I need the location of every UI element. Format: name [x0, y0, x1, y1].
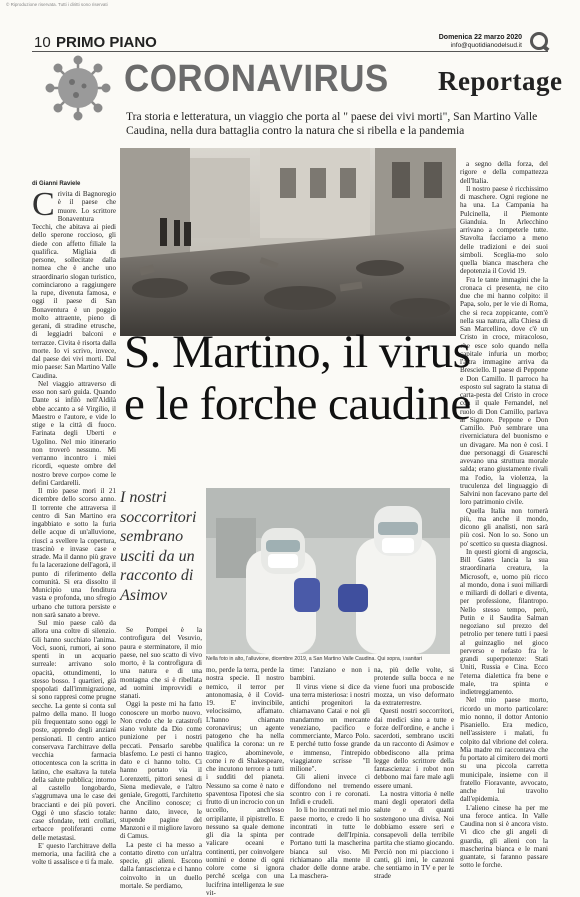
photo-caption: Nella foto in alto, l'alluvione, dicembre 2019, a San Martino Valle Caudina. Qui sopra, i sanitari: [206, 656, 423, 662]
header-meta: [439, 34, 522, 50]
drop-cap: C: [32, 186, 55, 223]
text-column-6: a segno della forza, del rigore e della compattezza dell'Italia. Il nostro paese è ricchissimo di maschere. Ogni regione ne ha una. La Campania ha Pulcinella, il Piemonte Gianduia. In Arlecchino arrivano a competerle tutte. Stavolta facciamo a meno delle tradizioni e dei suoi simboli. Sceglia-mo solo quella bianca maschera che depotenzia il Covid 19. Fra le tante immagini che la cronaca ci presenta, ne cito due che mi hanno colpito: il Papa, solo, per le vie di Roma, che si reca zoppicante, com'è nella sua natura, alla Chiesa di San Marcellino, dove c'è un Cristo in croce, miracoloso, che esce solo quando nella capitale infuria un morbo; l'altra immagine arriva da Bresciello. Il paese di Peppone e Don Camillo. Il parroco ha esposto sul sagrato la statua di carta-pesta del Cristo in croce con il quale Fernandel, nel ruolo di Don Camillo, parlava al Signore. Peppone e Don Camillo. Può sembrare una riverniciatura del buonismo e un divagare. Ma non è così. I due personaggi di Guareschi avevano una struttura morale salda; erano giustamente rivali ma l'odio, la violenza, la truculenza del linguaggio di Salvini non facevano parte del loro patrimonio civile. Quella Italia non tornerà più, ma anche il mondo, dicono gli analisti, non sarà più così. Non lo so. Sono un po' scettico su questa diagnosi. In questi giorni di angoscia, Bill Gates lancia la sua straordinaria creatura, la Microsoft, e, uomo più ricco al mondo, dona i suoi miliardi e miliardi di dollari e diventa, per professione, filantropo. Nello stesso tempo, però, Putin e il Saudita Salman negoziano sul prezzo del petrolio per tenere tutti i paesi al guinzaglio nel gioco perverso e nefasto fra le grandi superpotenze: Stati Uniti, Russia e Cina. Ecco l'eterna dialettica fra bene e male, tra spinta e indietreggiamento. Nel mio paese morto, ricordo un morto particolare: mio nonno, il dottor Antonio Pisaniello. Era medico, nell'assistere i malati, fu colpito dal vibrione del colera. Mia madre mi raccontava che fu portato al cimitero dei morti su una piccola carretta municipale, insieme con il fratello Fioravante, avvocato, anche lui travolto dall'epidemia. L'alieno cinese ha per me una feroce antica. In Valle Caudina non si è ancora visto. Vi dico che gli angeli di guardia, gli alieni con la mascherina bianca e le mani guantate, si faranno passare sotto le forche.: [460, 160, 548, 870]
page-number: 10: [34, 34, 51, 51]
newspaper-logo-icon: [530, 32, 548, 50]
headline-line-2: e le forche caudine: [124, 378, 471, 430]
pull-quote: I nostri soccorritori sembrano usciti da un racconto di Asimov: [120, 489, 197, 604]
headline-line-1: S. Martino, il virus: [124, 326, 471, 378]
article-deck: Tra storia e letteratura, un viaggio che porta al " paese dei vivi morti", San Martino Valle Caudina, nella dura battaglia contro la natura che si ribella e la pandemia: [126, 110, 538, 137]
text-column-4: time: l'anziano e non i bambini. Il virus viene si dice da una terra misteriosa: i nostri antichi progenitori la chiamavano Catai e noi gli mandammo un mercante veneziano, pacifico e commerciante, Marco Polo. E perché tutto fosse grande e immenso, l'intrepido viaggiatore scrisse "Il milione". Gli alieni invece ci diffondono nel tremendo scontro con i re coronati. Infidi e crudeli. Io li ho incontrati nel mio paese morto, e credo li ho incontrati in tutte le contrade dell'Irpinia. Portano tutti la mascherina bianca sul viso. Mi richiamano alla mente il chador delle donne arabe. La maschera-: [290, 666, 370, 881]
copyright-note: © Riproduzione riservata. Tutti i diritti sono riservati: [6, 2, 108, 7]
text-column-5: na, più delle volte, si protende sulla bocca e ne viene fuori una proboscide mozza, un viso deformato da extraterrestre. Questi nostri soccorritori, dai medici sino a tutte e forze dell'ordine, e anche i sacerdoti, sembrano usciti da un racconto di Asimov e obbediscono alla prima legge dello scrittore della fantascienza: i robot non debbono mai fare male agli essere umani. La nostra vittoria è nelle mani degli operatori della salute e di quanti sostengono una divisa. Noi dobbiamo essere seri e consapevoli della terribile partita che stiamo giocando. Perciò non mi piacciono i canti, gli inni, le canzoni che sentiamo in TV e per le strade: [374, 666, 454, 881]
health-workers-photo: [206, 488, 450, 654]
rubric-label: Reportage: [438, 66, 563, 96]
contact-email: info@quotidianodelsud.it: [450, 42, 522, 49]
section-title: PRIMO PIANO: [56, 34, 157, 51]
text-column-1: Crivita di Bagnoregio è il paese che muore. Lo scrittore Bonaventura Tecchi, che abitava ai piedi dello sperone roccioso, gli diede con affetto filiale la qualifica. Migliaia di persone, sollecitate dalla nomea che è anche uno straordinario slogan turistico, cominciarono a raggiungere la rupe, divenuta famosa, e oggi il paese di San Bonaventura è un poggio molto attraente, pieno di gerani, di stradine etrusche, di leggiadri balconi e terrazze. Civita è risorta dalla morte. Io vi scrivo, invece, dal paese dei vivi morti. Dal mio paese: San Martino Valle Caudina. Nel viaggio attraverso di esso non sarò guida. Quando Dante si infilò nell'Aldilà ebbe accanto a sé Virgilio, il Maestro e l'autore, e vide lo stige e la città di fuoco. Farinata degli Uberti e Ugolino. Nel mio itinerario non troverò nessuno. Mi verranno incontro i miei ricordi, «queste ombre del nostro breve corpo» come le definì Cardarelli. Il mio paese morì il 21 dicembre dello scorso anno. Il torrente che attraversa il centro di San Martino era ingabbiato e sotto la furia delle acque di un'alluvione, riuscì a svellere la copertura, trascinò e invase case e strade. Ma il danno più grave fu la lacerazione dell'agorà, il punto di riferimento della comunità. Si era dissolto il Municipio una fenditura vasta e profonda, uno sfregio urbano che tuttora persiste e non sarà sanato a breve. Sul mio paese calò da allora una coltre di silenzio. Gli hanno succhiato l'anima. Voci, suoni, rumori, ai sono spenti in un acquario surreale: arrivano solo opacità, ottundimenti, lo stesso bosso. I quartieri, già spopolati dall'immigrazione, si sono rappresi come prugne secche. La gente si conta sul palmo della mano. Il luogo più frequentato sono oggi le poste, appredo degli anziani pensionati. Il centro antico conservava l'architrave della vecchia farmacia ottocentesca con la scritta in latino, che esaltava la tutela della salute pubblica; intorno al castello longobardo, s'aggrumava una le case dei braccianti e dei più poveri. Oggi è uno sfascio totale: case sfondate, tetti crollati, erbacce proliferanti come delle metastasi. E' questo l'architrave della memoria, una facilità che a volte ti assalisce e ti fa male.: [32, 186, 116, 867]
byline: di Gianni Raviele: [32, 181, 81, 187]
text-column-2: Se Pompei è la controfigura del Vesuvio, paura e sterminatore, il mio paese, nel suo scatto di vivo morto, è la controfigura di una natura e di una montagna che si è ribellata ad uomini improvvidi e stanati. Oggi la peste mi ha fatto conoscere un morbo nuovo. Non credo che le catastrofi siano volute da Dio come punizione per i nostri peccati. Pensarlo sarebbe blasfemo. Le pesti ci hanno dato e ci hanno tolto. Ci hanno portato via il Lorenzetti, pittori senesi di Siena medievale, e l'altro geniale, Gregotti, l'architetto che Ancilino conosce; ci hanno dato, invece, le stupende pagine del Manzoni e il migliore lavoro di Camus. La peste ci ha messo a contatto diretto con un'altra specie, gli alieni. Escono dalla fantascienza e ci hanno coinvolto in un duello mortale. Se perdiamo,: [120, 626, 202, 890]
page-header: [32, 32, 548, 52]
coronavirus-icon: [46, 56, 110, 120]
kicker-title: CORONAVIRUS: [124, 58, 389, 100]
issue-date: Domenica 22 marzo 2020: [438, 34, 522, 41]
flood-photo: [120, 148, 456, 336]
text-column-3: mo, perde la terra, perde la nostra specie. Il nostro nemico, il terror per antonomasia, è il Covid-19. E' invincibile, velocissimo, affamato. L'hanno chiamato coronavirus; un agente patogeno che ha nella qualifica la corona: un re tragico, abominevole, come i re di Shakespeare, che incutono terrore a tutti i sudditi del pianeta. Nessuno sa come è nato e spaventosa l'ipotesi che sia frutto di un incrocio con un uccello, anch'esso orripilante, il pipistrello. E nessuno sa quale demone gli dia la spinta per valicare oceani e continenti, per coinvolgere uomini e donne di ogni colore come si ignora perché scelga con una lucifrina intelligenza le sue vit-: [206, 666, 284, 897]
